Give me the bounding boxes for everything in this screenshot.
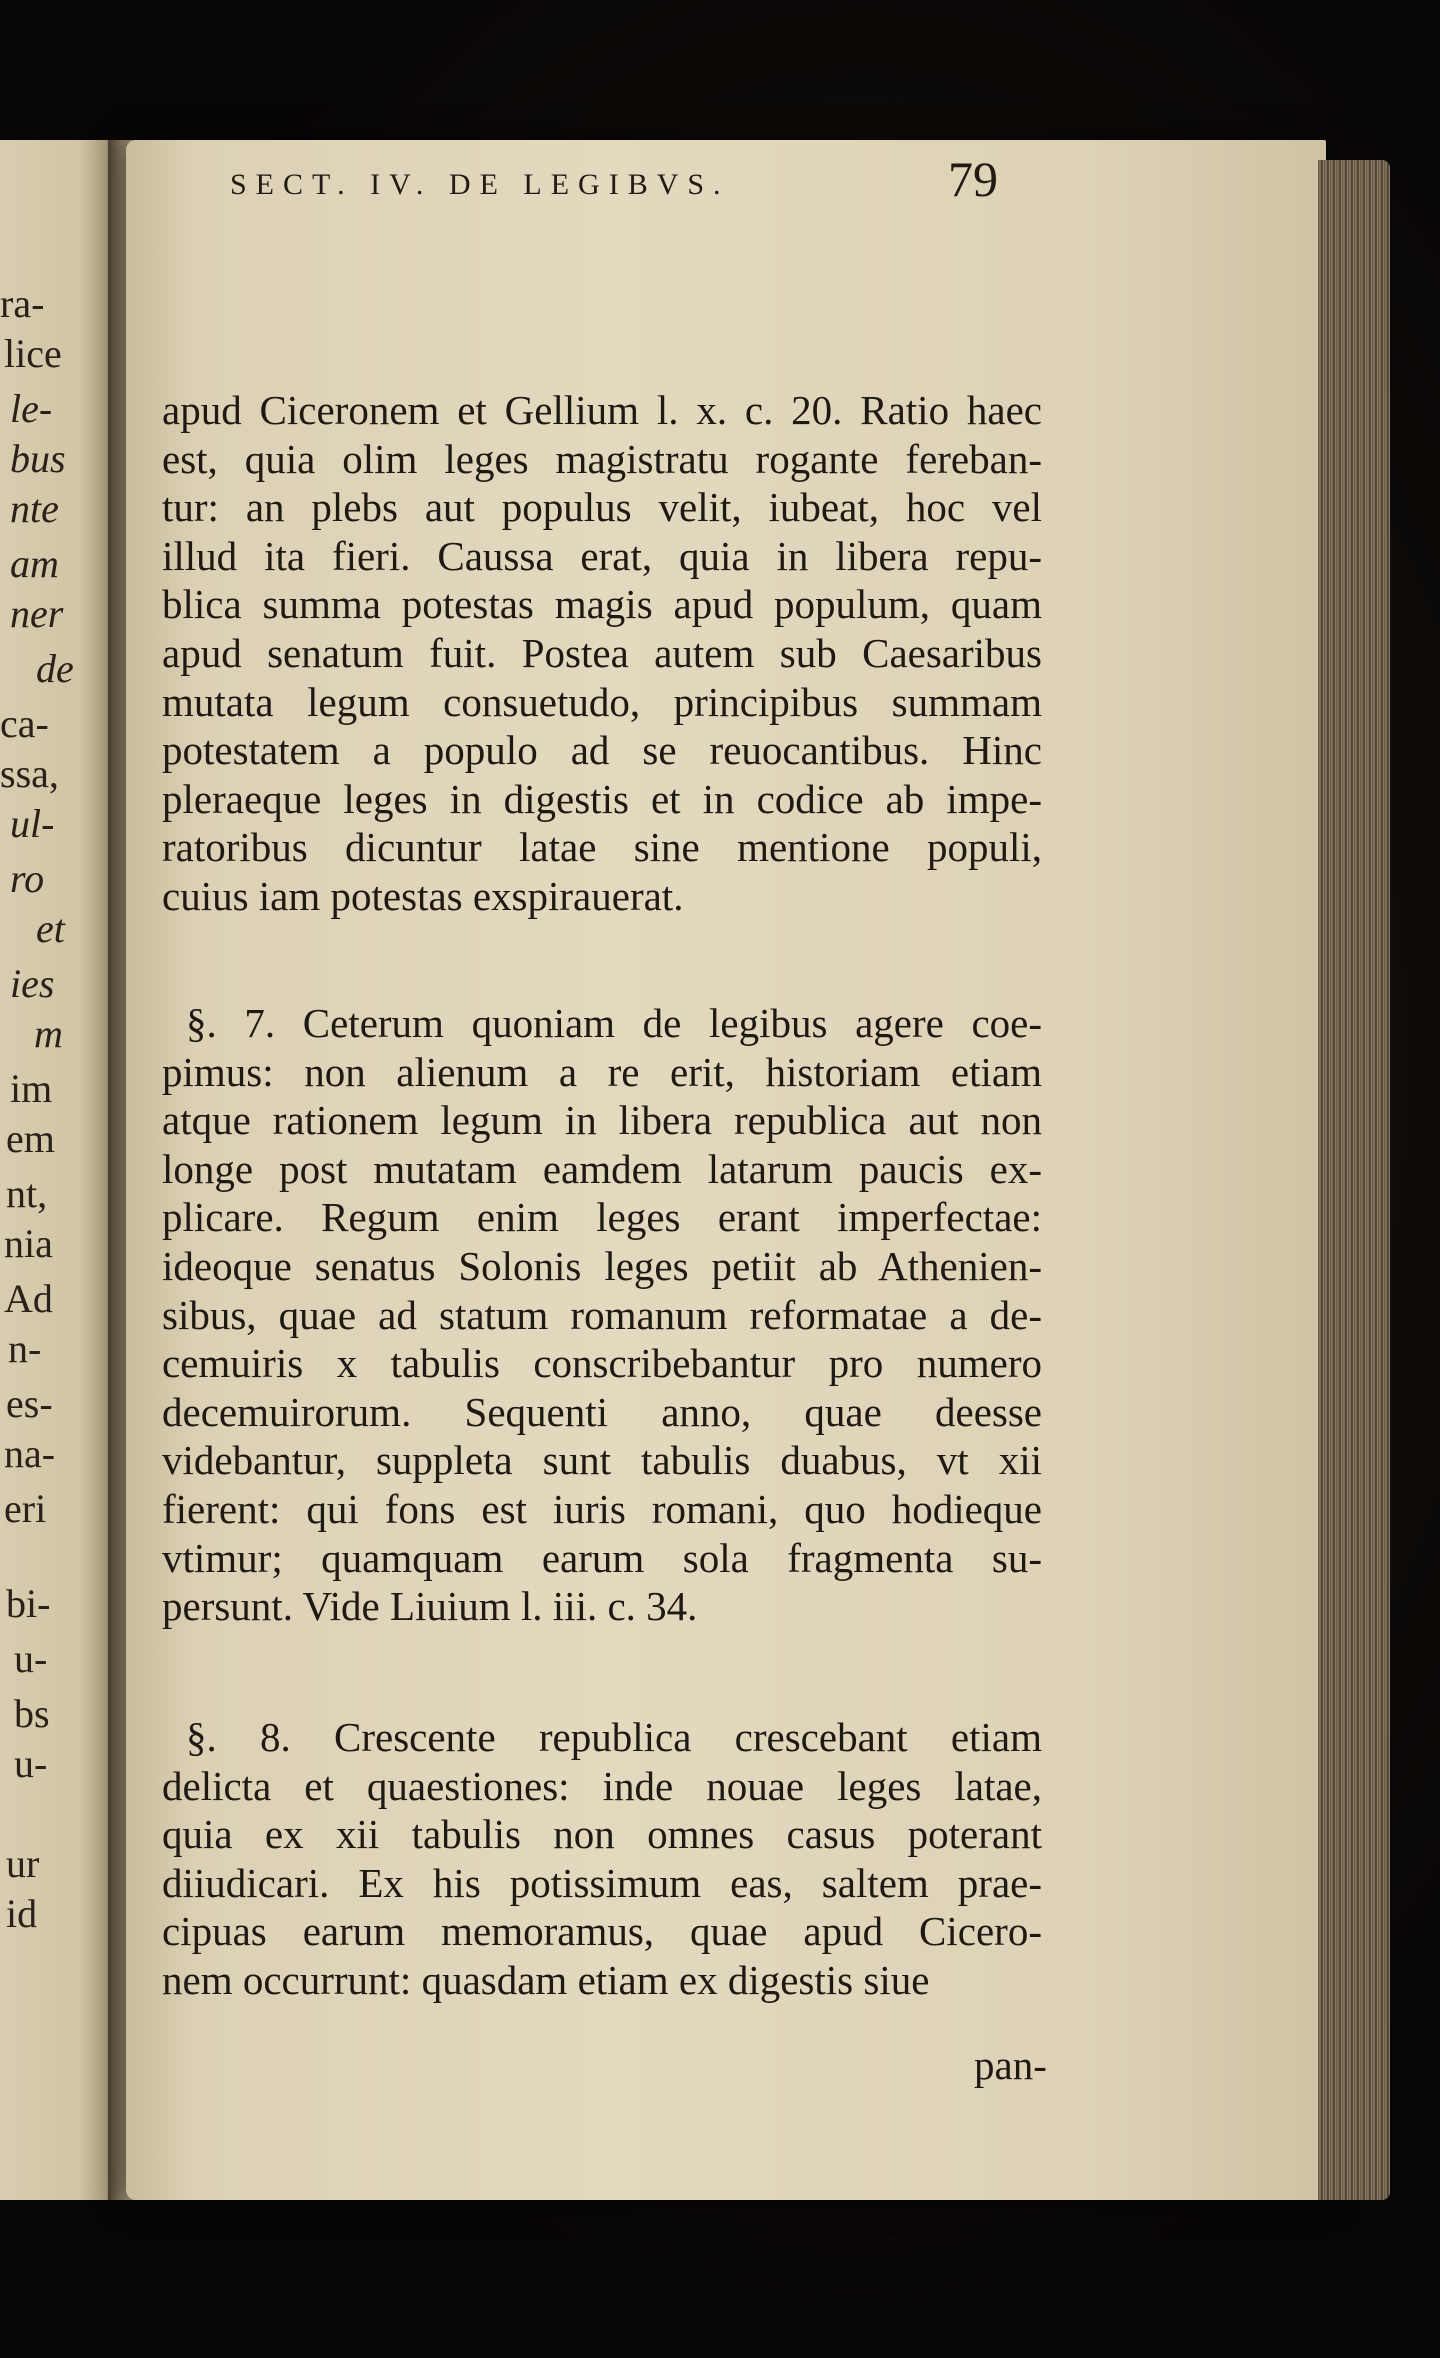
text-line: atque rationem legum in libera republica aut non [162,1097,1042,1144]
left-page-fragment: bus [10,436,66,481]
left-page-fragment: ra- [0,281,45,326]
left-page-fragment: bi- [6,1581,51,1626]
text-line: quia ex xii tabulis non omnes casus poterant [162,1811,1042,1858]
left-page-fragment: de [36,646,74,691]
left-page-fragment: n- [8,1326,42,1371]
left-page-fragment: u- [14,1741,48,1786]
left-page-fragment: ca- [0,701,49,746]
text-line: longe post mutatam eamdem latarum paucis ex- [162,1145,1042,1192]
text-line: persunt. Vide Liuium l. iii. c. 34. [162,1583,698,1630]
left-page-fragment: m [34,1011,63,1056]
text-line: cuius iam potestas exspirauerat. [162,873,684,919]
text-line: illud ita fieri. Caussa erat, quia in libera repu- [162,532,1042,579]
left-page-fragment: u- [14,1636,48,1681]
left-page-fragment: eri [4,1486,47,1531]
text-line: blica summa potestas magis apud populum, quam [162,581,1042,628]
text-line: cipuas earum memoramus, quae apud Cicero- [162,1908,1042,1955]
left-page-fragment: am [10,541,59,586]
text-line: tur: an plebs aut populus velit, iubeat, hoc vel [162,484,1042,531]
left-page-fragment: em [6,1116,55,1161]
text-line: ideoque senatus Solonis leges petiit ab Athenien- [162,1243,1042,1289]
text-line: ratoribus dicuntur latae sine mentione populi, [162,824,1042,871]
left-page-fragment: nt, [6,1171,48,1216]
catchword: pan- [974,2042,1047,2088]
text-line: diiudicari. Ex his potissimum eas, saltem prae- [162,1859,1042,1906]
left-page-fragment: ul- [10,801,55,846]
text-line: sibus, quae ad statum romanum reformatae a de- [162,1291,1042,1338]
left-page-fragment: ner [10,591,64,636]
left-page-fragment: le- [10,386,53,431]
text-line: apud Ciceronem et Gellium l. x. c. 20. Ratio haec [162,387,1042,433]
left-facing-page [0,140,112,2200]
left-page-fragment: lice [4,331,62,376]
text-line: pleraeque leges in digestis et in codice ab impe- [162,775,1042,822]
left-page-fragment: id [6,1891,38,1936]
text-line: est, quia olim leges magistratu rogante fereban- [162,435,1042,482]
text-line: §. 7. Ceterum quoniam de legibus agere coe- [186,1000,1042,1046]
text-line: apud senatum fuit. Postea autem sub Caesaribus [162,630,1042,676]
left-page-fragment: na- [4,1431,56,1476]
left-page-fragment: nte [10,486,59,531]
text-line: decemuirorum. Sequenti anno, quae deesse [162,1388,1042,1435]
text-line: delicta et quaestiones: inde nouae leges latae, [162,1762,1042,1809]
text-line: nem occurrunt: quasdam etiam ex digestis siue [162,1957,930,2003]
left-page-fragment: et [36,906,65,951]
left-page-fragment: ies [10,961,55,1006]
left-page-fragment: im [10,1066,53,1111]
left-page-fragment: ro [10,856,45,901]
text-line: cemuiris x tabulis conscribebantur pro numero [162,1340,1042,1387]
page-number: 79 [948,151,998,207]
left-page-fragment: Ad [4,1276,53,1321]
text-line: vtimur; quamquam earum sola fragmenta su- [162,1534,1042,1581]
left-page-fragment: es- [6,1381,53,1426]
left-page-fragment: bs [14,1691,50,1736]
page-edges [1318,160,1390,2200]
text-line: videbantur, suppleta sunt tabulis duabus, vt xii [162,1437,1042,1484]
text-line: plicare. Regum enim leges erant imperfectae: [162,1194,1042,1241]
left-page-fragment: ur [6,1841,40,1886]
text-line: mutata legum consuetudo, principibus summam [162,678,1042,725]
text-line: potestatem a populo ad se reuocantibus. Hinc [162,727,1042,774]
running-head [88,150,1088,210]
running-head-title: SECT. IV. DE LEGIBVS. [230,168,730,201]
text-line: fierent: qui fons est iuris romani, quo hodieque [162,1486,1042,1532]
text-line: §. 8. Crescente republica crescebant etiam [186,1714,1042,1760]
text-line: pimus: non alienum a re erit, historiam etiam [162,1048,1042,1095]
left-page-fragment: nia [4,1221,53,1266]
left-page-fragment: ssa, [0,751,59,796]
